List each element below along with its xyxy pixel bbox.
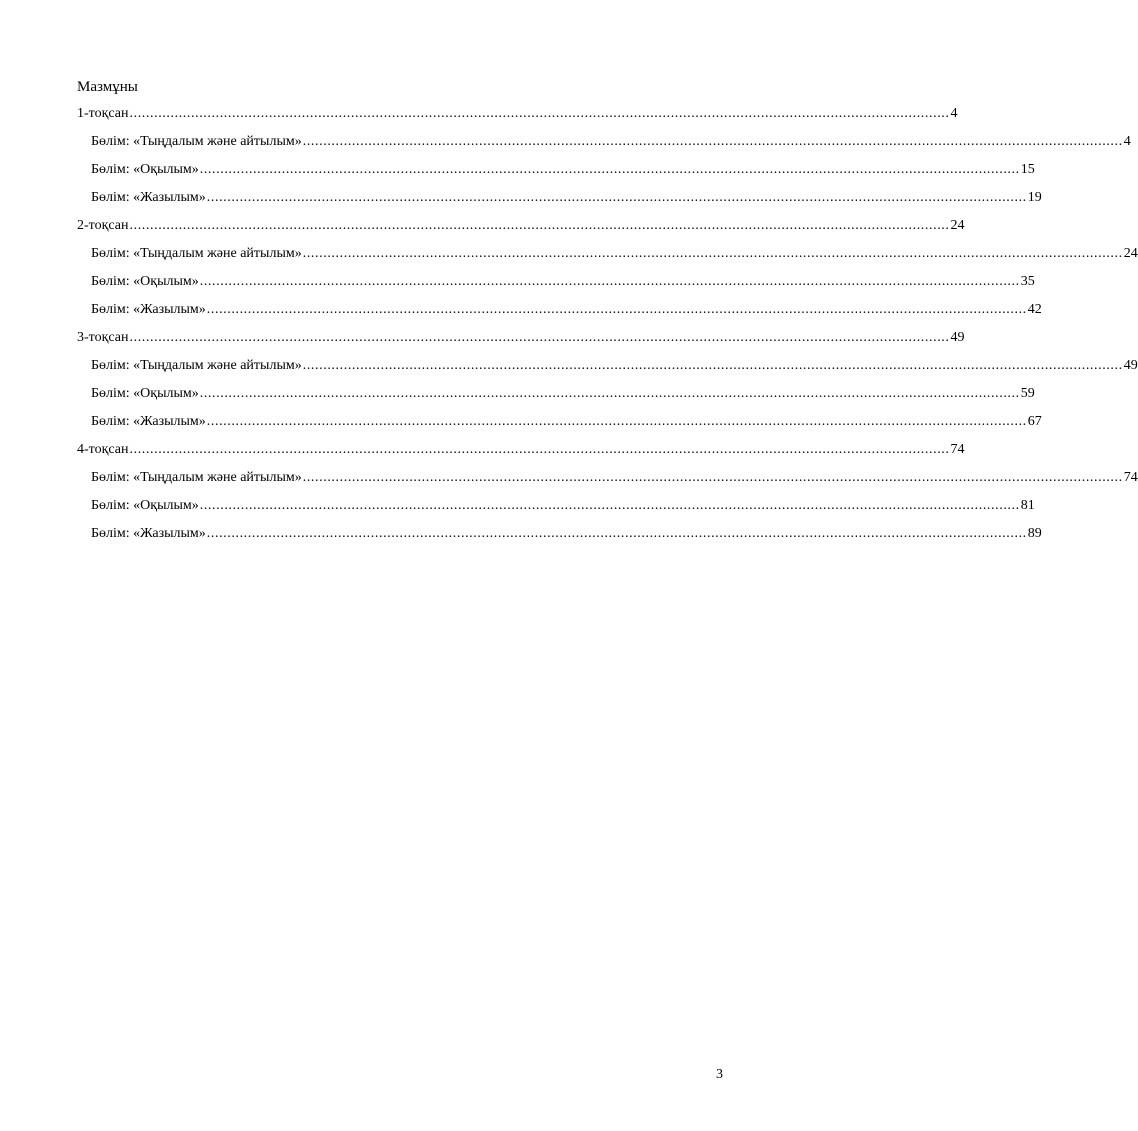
dot-leader: ........................................................................................................................................................................................................: [302, 246, 1123, 261]
dot-leader: ........................................................................................................................................................................................................: [302, 470, 1123, 485]
toc-entry[interactable]: [77, 469, 1138, 497]
toc-entry-page: 67: [1027, 414, 1042, 429]
toc-entry[interactable]: [77, 413, 1042, 441]
toc-entry-page: 49: [1123, 358, 1138, 373]
toc-entry[interactable]: [77, 217, 965, 245]
toc-entry-page: 4: [1123, 134, 1131, 149]
toc-entry-label: 2-тоқсан: [77, 218, 129, 233]
table-of-contents: [77, 105, 1138, 553]
toc-entry-label: 3-тоқсан: [77, 330, 129, 345]
toc-entry[interactable]: [77, 357, 1138, 385]
toc-entry-label: Бөлім: «Тыңдалым және айтылым»: [91, 246, 302, 261]
toc-entry-label: Бөлім: «Тыңдалым және айтылым»: [91, 470, 302, 485]
toc-entry-label: Бөлім: «Жазылым»: [91, 414, 206, 429]
toc-entry-page: 59: [1020, 386, 1035, 401]
toc-entry-page: 4: [950, 106, 958, 121]
toc-entry-page: 49: [950, 330, 965, 345]
toc-entry[interactable]: [77, 385, 1035, 413]
dot-leader: ........................................................................................................................................................................................................: [206, 190, 1027, 205]
dot-leader: ........................................................................................................................................................................................................: [206, 414, 1027, 429]
toc-entry[interactable]: [77, 525, 1042, 553]
toc-entry-label: Бөлім: «Оқылым»: [91, 498, 199, 513]
dot-leader: ........................................................................................................................................................................................................: [206, 526, 1027, 541]
toc-entry[interactable]: [77, 329, 965, 357]
toc-entry-page: 24: [950, 218, 965, 233]
toc-entry[interactable]: [77, 245, 1138, 273]
toc-entry-page: 19: [1027, 190, 1042, 205]
toc-entry[interactable]: [77, 105, 958, 133]
dot-leader: ........................................................................................................................................................................................................: [129, 442, 950, 457]
dot-leader: ........................................................................................................................................................................................................: [199, 386, 1020, 401]
toc-entry-page: 81: [1020, 498, 1035, 513]
page-number: 3: [716, 1067, 723, 1082]
dot-leader: ........................................................................................................................................................................................................: [129, 106, 950, 121]
toc-title: Мазмұны: [77, 79, 138, 95]
toc-entry-label: Бөлім: «Оқылым»: [91, 386, 199, 401]
toc-entry-page: 24: [1123, 246, 1138, 261]
dot-leader: ........................................................................................................................................................................................................: [199, 274, 1020, 289]
dot-leader: ........................................................................................................................................................................................................: [302, 358, 1123, 373]
dot-leader: ........................................................................................................................................................................................................: [129, 218, 950, 233]
toc-entry-label: Бөлім: «Жазылым»: [91, 526, 206, 541]
dot-leader: ........................................................................................................................................................................................................: [129, 330, 950, 345]
toc-entry[interactable]: [77, 273, 1035, 301]
toc-entry-label: Бөлім: «Тыңдалым және айтылым»: [91, 358, 302, 373]
toc-entry-page: 74: [1123, 470, 1138, 485]
toc-entry[interactable]: [77, 189, 1042, 217]
toc-entry-page: 35: [1020, 274, 1035, 289]
toc-entry[interactable]: [77, 301, 1042, 329]
toc-entry-page: 15: [1020, 162, 1035, 177]
toc-entry-label: Бөлім: «Жазылым»: [91, 302, 206, 317]
toc-entry-label: Бөлім: «Оқылым»: [91, 162, 199, 177]
toc-entry[interactable]: [77, 497, 1035, 525]
toc-entry-label: Бөлім: «Тыңдалым және айтылым»: [91, 134, 302, 149]
toc-entry-label: 4-тоқсан: [77, 442, 129, 457]
toc-entry[interactable]: [77, 161, 1035, 189]
toc-entry-label: Бөлім: «Жазылым»: [91, 190, 206, 205]
toc-entry-page: 89: [1027, 526, 1042, 541]
toc-entry-label: 1-тоқсан: [77, 106, 129, 121]
dot-leader: ........................................................................................................................................................................................................: [302, 134, 1123, 149]
dot-leader: ........................................................................................................................................................................................................: [206, 302, 1027, 317]
toc-entry-page: 42: [1027, 302, 1042, 317]
dot-leader: ........................................................................................................................................................................................................: [199, 162, 1020, 177]
toc-entry-label: Бөлім: «Оқылым»: [91, 274, 199, 289]
toc-entry[interactable]: [77, 441, 965, 469]
dot-leader: ........................................................................................................................................................................................................: [199, 498, 1020, 513]
toc-entry-page: 74: [950, 442, 965, 457]
toc-entry[interactable]: [77, 133, 1131, 161]
